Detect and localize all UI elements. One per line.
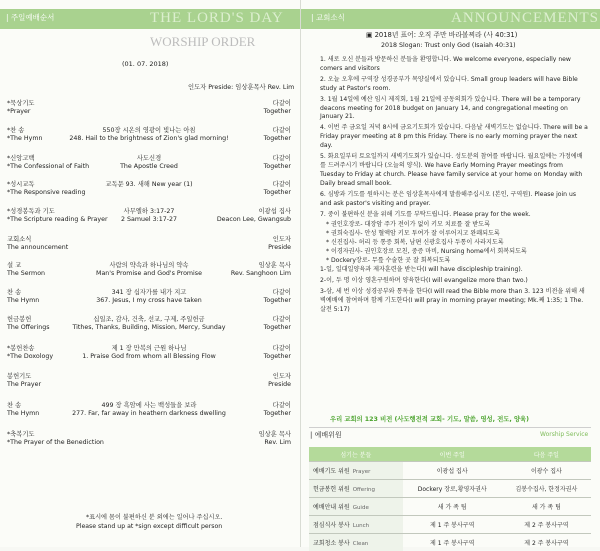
service-date: (01. 07. 2018) bbox=[122, 60, 168, 68]
item-leader-en: Together bbox=[264, 189, 291, 197]
item-leader-en: Preside bbox=[268, 381, 291, 389]
header-band bbox=[0, 9, 300, 29]
announcement-item: * 권인호장로- 대장암 주가 전이가 없이 키모 치료를 잘 받도록 bbox=[320, 221, 588, 230]
header-label: | 주일예배순서 bbox=[6, 12, 54, 23]
footer-note-ko: *표시에 몸이 불편하신 분 외에는 일어나 주십시오. bbox=[86, 512, 222, 521]
item-detail-en: 1. Praise God from whom all Blessing Flow bbox=[7, 353, 291, 361]
item-detail-ko: 교독문 93. 새해 New year (1) bbox=[7, 181, 291, 189]
vision-block bbox=[320, 416, 592, 425]
item-name-ko: 설 교 bbox=[7, 262, 21, 270]
table-row bbox=[309, 516, 591, 534]
item-name-ko: 교회소식 bbox=[7, 236, 31, 244]
item-name-en: The Prayer bbox=[7, 381, 41, 389]
next-week-cell: 이광수 집사 bbox=[502, 462, 591, 480]
next-week-cell: 김봉수집사, 한정자권사 bbox=[502, 480, 591, 498]
item-detail-en: 2 Samuel 3:17-27 bbox=[7, 216, 291, 224]
item-name-ko: *축복기도 bbox=[7, 431, 34, 439]
announcement-item: 5. 화요일부터 토요일까지 새벽기도회가 있습니다. 성도분의 참여를 바랍니다. 월요일에는 가정에배를 드려주시기 바랍니다 (오늘의 양식). We have Early Morning Prayer meetings from Tuesday to Friday at church. Please have family service at your home on Monday with Daily bread small book. bbox=[320, 153, 588, 189]
col-header: 섬기는 분들 bbox=[309, 447, 403, 462]
role-ko: 예배안내 위원 bbox=[313, 504, 350, 511]
announcement-item: 6. 심방과 기도를 원하시는 분은 임상훈목사에게 말씀해주십시오 (본인, 구역원). Please join us and ask pastor's visiting and prayer. bbox=[320, 191, 588, 209]
item-name-en: *The Scripture reading & Prayer bbox=[7, 216, 108, 224]
worship-order-item bbox=[7, 345, 291, 361]
worship-order-item bbox=[7, 208, 291, 224]
item-leader-ko: 임상훈 목사 bbox=[259, 262, 291, 270]
footer-note-en: Please stand up at *sign except difficult person bbox=[76, 523, 222, 530]
table-row bbox=[309, 534, 591, 551]
item-name-ko: 헌금봉헌 bbox=[7, 316, 31, 324]
announcement-list bbox=[320, 56, 588, 316]
worship-order-item bbox=[7, 155, 291, 171]
item-leader-en: Rev. Lim bbox=[264, 439, 291, 447]
item-leader-en: Together bbox=[264, 108, 291, 116]
item-leader-ko: 인도자 bbox=[273, 236, 291, 244]
worship-order-item bbox=[7, 262, 291, 278]
item-leader-ko: 다같이 bbox=[273, 100, 291, 108]
item-leader-ko: 임상훈 목사 bbox=[259, 431, 291, 439]
item-name-ko: *찬 송 bbox=[7, 127, 24, 135]
header-label: | 교회소식 bbox=[311, 12, 345, 23]
table-row bbox=[309, 480, 591, 498]
item-name-en: *The Confessional of Faith bbox=[7, 163, 89, 171]
announcement-item: * 신진집사- 허리 등 통증 회복, 남편 신광호집사 두통이 사라지도록 bbox=[320, 239, 588, 248]
item-leader-en: Rev. Sanghoon Lim bbox=[231, 270, 291, 278]
role-en: Guide bbox=[353, 505, 369, 511]
item-name-en: *The Doxology bbox=[7, 353, 53, 361]
announcement-item: * 권희숙집사- 안성 혈액암 키모 투여가 잘 이루어지고 완쾌되도록 bbox=[320, 230, 588, 239]
announcement-item: 7. 중이 불편하신 분을 위해 기도를 부탁드립니다. Please pray for the week. bbox=[320, 211, 588, 220]
item-name-en: The Hymn bbox=[7, 410, 39, 418]
item-detail-en: The Apostle Creed bbox=[7, 163, 291, 171]
item-leader-en: Together bbox=[264, 324, 291, 332]
worship-order-item bbox=[7, 236, 291, 252]
item-detail-en: 277. Far, far away in heathern darkness dwelling bbox=[7, 410, 291, 418]
role-en: Prayer bbox=[353, 469, 371, 475]
item-name-ko: *봉헌찬송 bbox=[7, 345, 34, 353]
announcement-item: * Dockery장로- 무릎 수술한 곳 잘 회복되도록 bbox=[320, 257, 588, 266]
announcement-item: 2. 오늘 오후에 구역장 성경공부가 목양실에서 있습니다. Small group leaders will have Bible study at Pastor's room. bbox=[320, 76, 588, 94]
worship-order-item bbox=[7, 127, 291, 143]
item-detail-en: 367. Jesus, I my cross have taken bbox=[7, 297, 291, 305]
this-week-cell: 제 1 주 봉사구역 bbox=[403, 534, 502, 551]
item-leader-ko: 이광섭 집사 bbox=[259, 208, 291, 216]
motto-en: 2018 Slogan: Trust only God (Isaiah 40:31) bbox=[381, 42, 516, 49]
role-ko: 예배기도 위원 bbox=[313, 468, 350, 475]
this-week-cell: 새 가 족 팀 bbox=[403, 498, 502, 516]
role-en: Offering bbox=[353, 487, 375, 493]
vision-line: 2-이, 두 명 이상 영혼구원하며 양육한다(I will evangelize more than two.) bbox=[320, 277, 588, 286]
worship-order-item bbox=[7, 373, 291, 389]
item-detail-ko: 사무엘하 3:17-27 bbox=[7, 208, 291, 216]
role-cell bbox=[309, 498, 403, 516]
item-leader-en: Together bbox=[264, 297, 291, 305]
service-header-rule bbox=[309, 427, 591, 428]
item-detail-ko: 십일조, 감사, 건축, 선교, 구제, 주일헌금 bbox=[7, 316, 291, 324]
item-detail-ko: 사람의 약속과 하나님의 약속 bbox=[7, 262, 291, 270]
item-name-en: The Sermon bbox=[7, 270, 45, 278]
item-name-ko: *신앙고백 bbox=[7, 155, 34, 163]
item-detail-ko: 550장 시온의 영광이 빛나는 아침 bbox=[7, 127, 291, 135]
item-leader-en: Preside bbox=[268, 244, 291, 252]
subtitle: WORSHIP ORDER bbox=[150, 34, 255, 50]
role-cell bbox=[309, 462, 403, 480]
item-name-en: *The Responsive reading bbox=[7, 189, 86, 197]
worship-order-item bbox=[7, 316, 291, 332]
item-leader-ko: 다같이 bbox=[273, 289, 291, 297]
item-detail-en: 248. Hail to the brightness of Zion's glad morning! bbox=[7, 135, 291, 143]
item-leader-ko: 다같이 bbox=[273, 155, 291, 163]
worship-order-item bbox=[7, 100, 291, 116]
worship-order-item bbox=[7, 289, 291, 305]
worship-order-item bbox=[7, 431, 291, 447]
item-name-en: *The Hymn bbox=[7, 135, 42, 143]
item-leader-ko: 다같이 bbox=[273, 181, 291, 189]
vision-line: 3-삼, 세 번 이상 성경공부와 통독을 한다(I will read the Bible more than 3. 123 비전을 위해 새벽예배에 참여하며 함께 기도한다(I will pray in morning prayer meeting; Mk.째 1:35; 1 The.살전 5:17) bbox=[320, 288, 588, 315]
item-leader-en: Together bbox=[264, 163, 291, 171]
header-big-title: ANNOUNCEMENTS bbox=[451, 10, 599, 27]
item-detail-en: Man's Promise and God's Promise bbox=[7, 270, 291, 278]
service-title-en: Worship Service bbox=[540, 431, 588, 438]
next-week-cell: 제 2 주 봉사구역 bbox=[502, 534, 591, 551]
item-name-en: The announcement bbox=[7, 244, 68, 252]
item-leader-ko: 다같이 bbox=[273, 402, 291, 410]
service-table bbox=[309, 447, 591, 551]
preside-line: 인도자 Preside: 임상훈목사 Rev. Lim bbox=[188, 82, 294, 91]
this-week-cell: Dockery 장로,황영자권사 bbox=[403, 480, 502, 498]
item-name-en: The Hymn bbox=[7, 297, 39, 305]
vision-title: 우리 교회의 123 비전 (사도행전적 교회- 기도, 말씀, 영성, 전도, 양육) bbox=[320, 416, 592, 425]
item-detail-ko: 499 장 흑암에 사는 백성들을 보라 bbox=[7, 402, 291, 410]
announcement-item: 4. 이번 주 금요일 저녁 8시에 금요기도회가 있습니다. 다음날 새벽기도는 없습니다. There will be a Friday prayer meeting at 8 pm this Friday. There is no early morning prayer the next day. bbox=[320, 124, 588, 151]
header-band bbox=[301, 9, 600, 29]
item-name-ko: 봉헌기도 bbox=[7, 373, 31, 381]
role-cell bbox=[309, 480, 403, 498]
item-leader-en: Together bbox=[264, 135, 291, 143]
col-header: 다음 주일 bbox=[502, 447, 591, 462]
item-name-ko: *성시교독 bbox=[7, 181, 34, 189]
announcement-item: 1. 새로 오신 분들과 방문하신 분들을 환영합니다. We welcome everyone, especially new comers and visitors bbox=[320, 56, 588, 74]
vision-line: 1-일, 일대일양육과 제자훈련을 받는다(I will have discipleship training). bbox=[320, 266, 588, 275]
role-ko: 점심식사 봉사 bbox=[313, 522, 350, 529]
service-title: | 예배위원 bbox=[310, 430, 342, 440]
role-ko: 교회청소 봉사 bbox=[313, 540, 350, 547]
next-week-cell: 새 가 족 팀 bbox=[502, 498, 591, 516]
role-cell bbox=[309, 534, 403, 551]
worship-order-item bbox=[7, 181, 291, 197]
item-leader-ko: 다같이 bbox=[273, 316, 291, 324]
item-leader-en: Together bbox=[264, 353, 291, 361]
next-week-cell: 제 2 주 봉사구역 bbox=[502, 516, 591, 534]
announcement-item: 3. 1월 14일에 예산 임시 제직회, 1월 21일에 공동의회가 있습니다. There will be a temporary deacons meeting for 2018 budget on January 14, and congregational meeting on January 21. bbox=[320, 96, 588, 123]
role-ko: 헌금봉헌 위원 bbox=[313, 486, 350, 493]
worship-order-item bbox=[7, 402, 291, 418]
item-leader-ko: 인도자 bbox=[273, 373, 291, 381]
table-row bbox=[309, 498, 591, 516]
item-detail-ko: 사도신경 bbox=[7, 155, 291, 163]
item-detail-en: Tithes, Thanks, Building, Mission, Mercy, Sunday bbox=[7, 324, 291, 332]
item-name-ko: 찬 송 bbox=[7, 402, 21, 410]
item-detail-ko: 341 장 십자가를 내가 지고 bbox=[7, 289, 291, 297]
table-row bbox=[309, 462, 591, 480]
item-name-ko: 찬 송 bbox=[7, 289, 21, 297]
item-name-en: *The Prayer of the Benediction bbox=[7, 439, 104, 447]
item-name-ko: *묵상기도 bbox=[7, 100, 34, 108]
item-name-en: The Offerings bbox=[7, 324, 50, 332]
role-cell bbox=[309, 516, 403, 534]
this-week-cell: 이광섭 집사 bbox=[403, 462, 502, 480]
role-en: Lunch bbox=[353, 523, 369, 529]
item-leader-ko: 다같이 bbox=[273, 345, 291, 353]
header-big-title: THE LORD'S DAY bbox=[150, 10, 284, 27]
item-leader-en: Together bbox=[264, 410, 291, 418]
item-leader-en: Deacon Lee, Gwangsub bbox=[217, 216, 291, 224]
motto-ko: ▣ 2018년 표어: 오직 주만 바라볼찌라 (사 40:31) bbox=[366, 29, 517, 39]
item-detail-ko: 제 1 장 만복의 근원 하나님 bbox=[7, 345, 291, 353]
item-leader-ko: 다같이 bbox=[273, 127, 291, 135]
announcement-item: * 이경자권사- 권인호장로 모친, 중증 마비, Nursing home에서 회복되도록 bbox=[320, 248, 588, 257]
item-name-en: *Prayer bbox=[7, 108, 30, 116]
item-name-ko: *성경봉독과 기도 bbox=[7, 208, 55, 216]
role-en: Clean bbox=[353, 541, 369, 547]
worship-order-page bbox=[0, 0, 300, 547]
this-week-cell: 제 1 주 봉사구역 bbox=[403, 516, 502, 534]
col-header: 이번 주일 bbox=[403, 447, 502, 462]
